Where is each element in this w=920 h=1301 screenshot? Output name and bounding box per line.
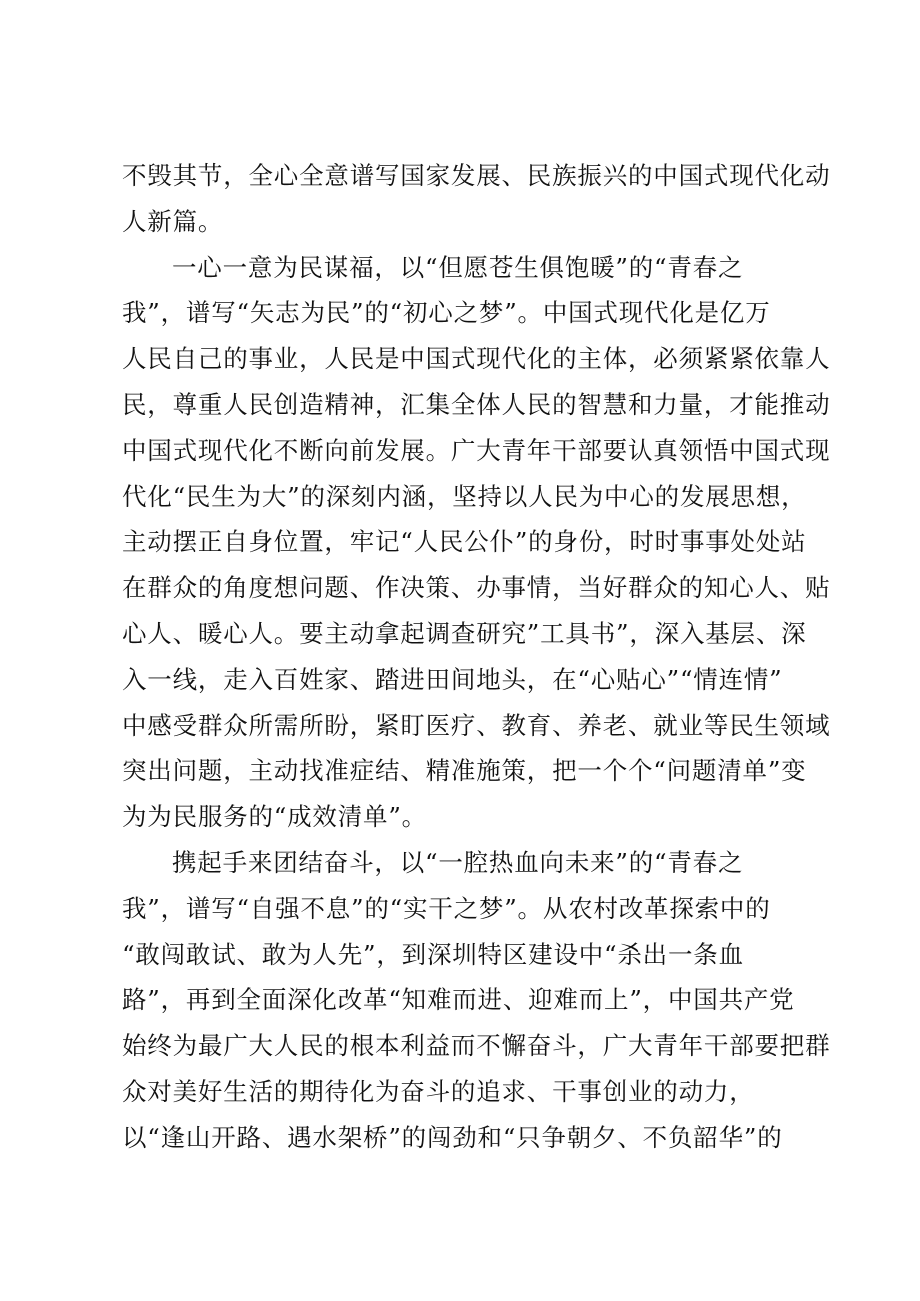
- text-line: 我”，谱写“自强不息”的“实干之梦”。从农村改革探索中的: [122, 893, 771, 923]
- text-line: 不毁其节，全心全意谱写国家发展、民族振兴的中国式现代化动: [122, 161, 831, 190]
- text-line: 代化“民生为大”的深刻内涵，坚持以人民为中心的发展思想，: [122, 481, 807, 511]
- text-line: 路”，再到全面深化改革“知难而进、迎难而上”，中国共产党: [122, 985, 795, 1015]
- text-line: 入一线，走入百姓家、踏进田间地头，在“心贴心”“情连情”: [122, 664, 783, 694]
- text-line: 中国式现代化不断向前发展。广大青年干部要认真领悟中国式现: [122, 435, 831, 465]
- text-line: 以“逢山开路、遇水架桥”的闯劲和“只争朝夕、不负韶华”的: [122, 1122, 783, 1152]
- text-line: 为为民服务的“成效清单”。: [122, 802, 427, 832]
- text-line: 人新篇。: [122, 206, 224, 236]
- text-line: “敢闯敢试、敢为人先”，到深圳特区建设中“杀出一条血: [122, 939, 744, 969]
- text-line: 中感受群众所需所盼，紧盯医疗、教育、养老、就业等民生领域: [122, 710, 831, 740]
- document-body: [122, 153, 831, 1161]
- text-line: 心人、暖心人。要主动拿起调查研究”工具书”，深入基层、深: [122, 618, 807, 648]
- text-line: 众对美好生活的期待化为奋斗的追求、干事创业的动力，: [122, 1076, 755, 1106]
- text-line: 突出问题，主动找准症结、精准施策，把一个个“问题清单”变: [122, 756, 807, 786]
- paragraph-start-line: 一心一意为民谋福，以“但愿苍生俱饱暖”的“青春之: [172, 252, 744, 282]
- text-line: 在群众的角度想问题、作决策、办事情，当好群众的知心人、贴: [122, 573, 831, 603]
- paragraph-start-line: 携起手来团结奋斗，以“一腔热血向未来”的“青春之: [172, 847, 744, 877]
- text-line: 我”，谱写“矢志为民”的“初心之梦”。中国式现代化是亿万: [122, 298, 771, 328]
- text-line: 主动摆正自身位置，牢记“人民公仆”的身份，时时事事处处站: [122, 527, 807, 557]
- text-line: 民，尊重人民创造精神，汇集全体人民的智慧和力量，才能推动: [122, 389, 831, 419]
- text-line: 始终为最广大人民的根本利益而不懈奋斗，广大青年干部要把群: [122, 1031, 831, 1061]
- text-line: 人民自己的事业，人民是中国式现代化的主体，必须紧紧依靠人: [122, 344, 831, 374]
